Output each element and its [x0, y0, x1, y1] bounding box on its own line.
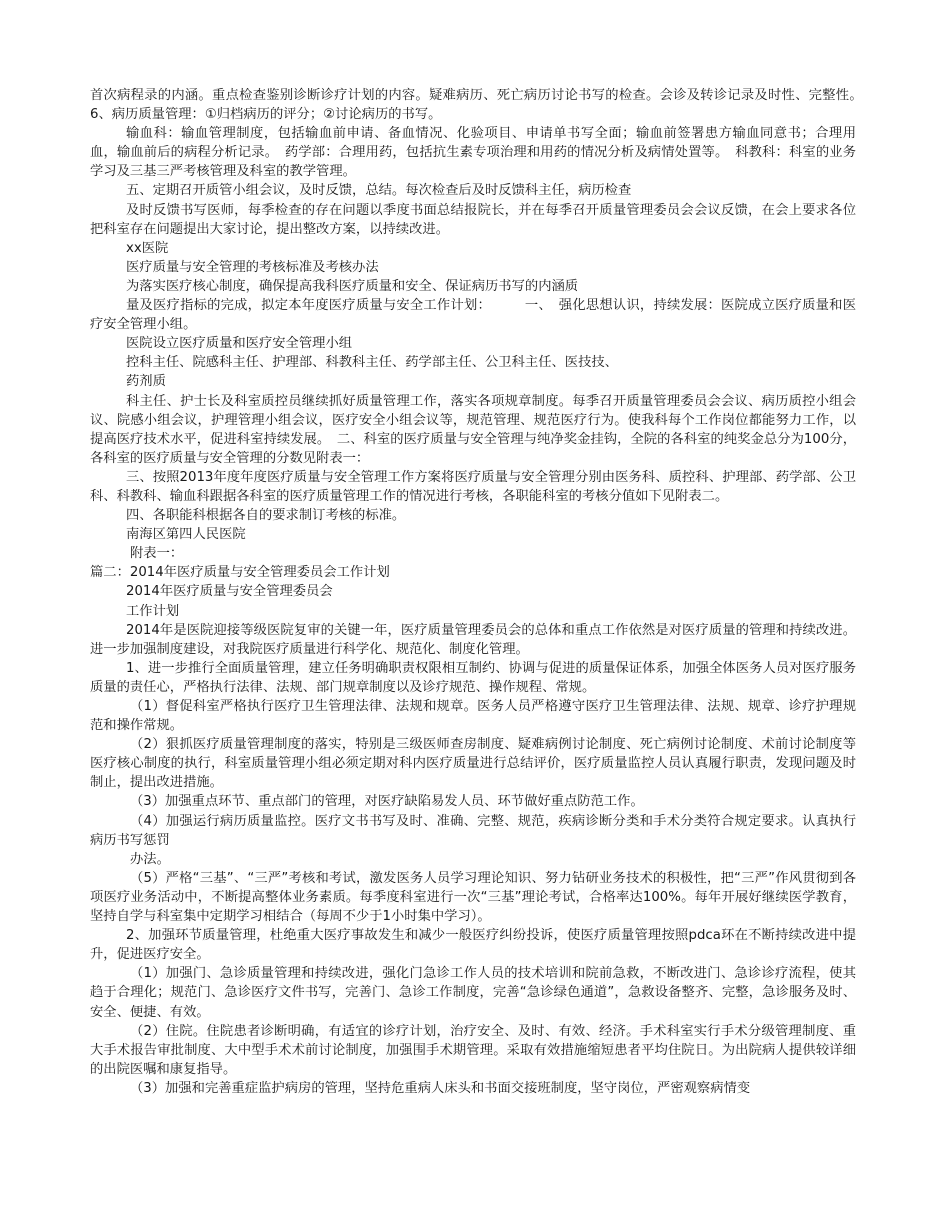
paragraph: xx医院 — [126, 240, 169, 256]
paragraph: 2014年医疗质量与安全管理委员会 — [126, 584, 333, 600]
paragraph: 药剂质 — [126, 374, 166, 390]
paragraph: （2）住院。住院患者诊断明确，有适宜的诊疗计划，治疗安全、及时、有效、经济。手术科室实行手术分级管理制度、重大手术报告审批制度、大中型手术术前讨论制度，加强围手术期管理。采取有效措施缩短患者平均住院日。为出院病人提供较详细的出院医嘱和康复指导。 — [90, 1023, 856, 1077]
paragraph: 为落实医疗核心制度，确保提高我科医疗质量和安全、保证病历书写的内涵质 — [126, 278, 579, 294]
paragraph: 南海区第四人民医院 — [126, 527, 246, 543]
paragraph: 五、定期召开质管小组会议，及时反馈，总结。每次检查后及时反馈科主任，病历检查 — [126, 183, 632, 199]
paragraph: 医疗质量与安全管理的考核标准及考核办法 — [126, 259, 379, 275]
document-body — [90, 86, 874, 1098]
paragraph: 控科主任、院感科主任、护理部、科教科主任、药学部主任、公卫科主任、医技技、 — [126, 355, 618, 371]
paragraph: 输血科：输血管理制度，包括输血前申请、备血情况、化验项目、申请单书写全面；输血前签署患方输血同意书；合理用血，输血前后的病程分析记录。 药学部：合理用药，包括抗生素专项治理和用药的情况分析及病情处置等。 科教科：科室的业务学习及三基三严考核管理及科室的教学管理。 — [90, 126, 856, 180]
paragraph: 科主任、护士长及科室质控员继续抓好质量管理工作，落实各项规章制度。每季召开质量管理委员会会议、病历质控小组会议、院感小组会议，护理管理小组会议，医疗安全小组会议等，规范管理、规范医疗行为。使我科每个工作岗位都能努力工作，以提高医疗技术水平，促进科室持续发展。 二、科室的医疗质量与安全管理与纯净奖金挂钩，全院的各科室的纯奖金总分为100分，各科室的医疗质量与安全管理的分数见附表一： — [90, 393, 856, 466]
paragraph: 办法。 — [130, 851, 170, 867]
paragraph: （3）加强和完善重症监护病房的管理，坚持危重病人床头和书面交接班制度，坚守岗位，严密观察病情变 — [130, 1080, 751, 1096]
paragraph: 2014年是医院迎接等级医院复审的关键一年，医疗质量管理委员会的总体和重点工作依然是对医疗质量的管理和持续改进。进一步加强制度建设，对我院医疗质量进行科学化、规范化、制度化管理。 — [90, 622, 856, 657]
paragraph: 工作计划 — [126, 603, 180, 619]
paragraph: （2）狠抓医疗质量管理制度的落实，特别是三级医师查房制度、疑难病例讨论制度、死亡病例讨论制度、术前讨论制度等医疗核心制度的执行，科室质量管理小组必须定期对科内医疗质量进行总结评价，医疗质量监控人员认真履行职责，发现问题及时制止，提出改进措施。 — [90, 737, 856, 791]
paragraph: 四、各职能科根据各自的要求制订考核的标准。 — [126, 508, 406, 524]
paragraph: 量及医疗指标的完成，拟定本年度医疗质量与安全工作计划： 一、 强化思想认识，持续发展：医院成立医疗质量和医疗安全管理小组。 — [90, 298, 856, 333]
paragraph: （3）加强重点环节、重点部门的管理，对医疗缺陷易发人员、环节做好重点防范工作。 — [130, 794, 644, 810]
paragraph: 三、按照2013年度年度医疗质量与安全管理工作方案将医疗质量与安全管理分别由医务科、质控科、护理部、药学部、公卫科、科教科、输血科跟据各科室的医疗质量管理工作的情况进行考核，各职能科室的考核分值如下见附表二。 — [90, 469, 856, 504]
paragraph: 篇二：2014年医疗质量与安全管理委员会工作计划 — [90, 565, 390, 581]
paragraph: 医院设立医疗质量和医疗安全管理小组 — [126, 336, 353, 352]
paragraph: （1）督促科室严格执行医疗卫生管理法律、法规和规章。医务人员严格遵守医疗卫生管理法律、法规、规章、诊疗护理规范和操作常规。 — [90, 699, 856, 734]
paragraph: 附表一： — [130, 546, 184, 562]
paragraph: 1、进一步推行全面质量管理，建立任务明确职责权限相互制约、协调与促进的质量保证体系，加强全体医务人员对医疗服务质量的责任心，严格执行法律、法规、部门规章制度以及诊疗规范、操作规程、常规。 — [90, 660, 856, 695]
paragraph: （1）加强门、急诊质量管理和持续改进，强化门急诊工作人员的技术培训和院前急救，不断改进门、急诊诊疗流程，使其趋于合理化；规范门、急诊医疗文件书写，完善门、急诊工作制度，完善“急诊绿色通道”，急救设备整齐、完整，急诊服务及时、安全、便捷、有效。 — [90, 966, 856, 1020]
paragraph: 首次病程录的内涵。重点检查鉴别诊断诊疗计划的内容。疑难病历、死亡病历讨论书写的检查。会诊及转诊记录及时性、完整性。 6、病历质量管理：①归档病历的评分；②讨论病历的书写。 — [90, 88, 874, 123]
paragraph: 2、加强环节质量管理，杜绝重大医疗事故发生和减少一般医疗纠纷投诉，使医疗质量管理按照pdca环在不断持续改进中提升，促进医疗安全。 — [90, 928, 856, 963]
paragraph: （4）加强运行病历质量监控。医疗文书书写及时、准确、完整、规范，疾病诊断分类和手术分类符合规定要求。认真执行病历书写惩罚 — [90, 813, 856, 848]
paragraph: 及时反馈书写医师，每季检查的存在问题以季度书面总结报院长，并在每季召开质量管理委员会会议反馈，在会上要求各位把科室存在问题提出大家讨论，提出整改方案，以持续改进。 — [90, 202, 856, 237]
paragraph: （5）严格“三基”、“三严”考核和考试，激发医务人员学习理论知识、努力钻研业务技术的积极性，把“三严”作风贯彻到各项医疗业务活动中，不断提高整体业务素质。每季度科室进行一次“三基”理论考试，合格率达100%。每年开展好继续医学教育，坚持自学与科室集中定期学习相结合（每周不少于1小时集中学习）。 — [90, 870, 856, 925]
